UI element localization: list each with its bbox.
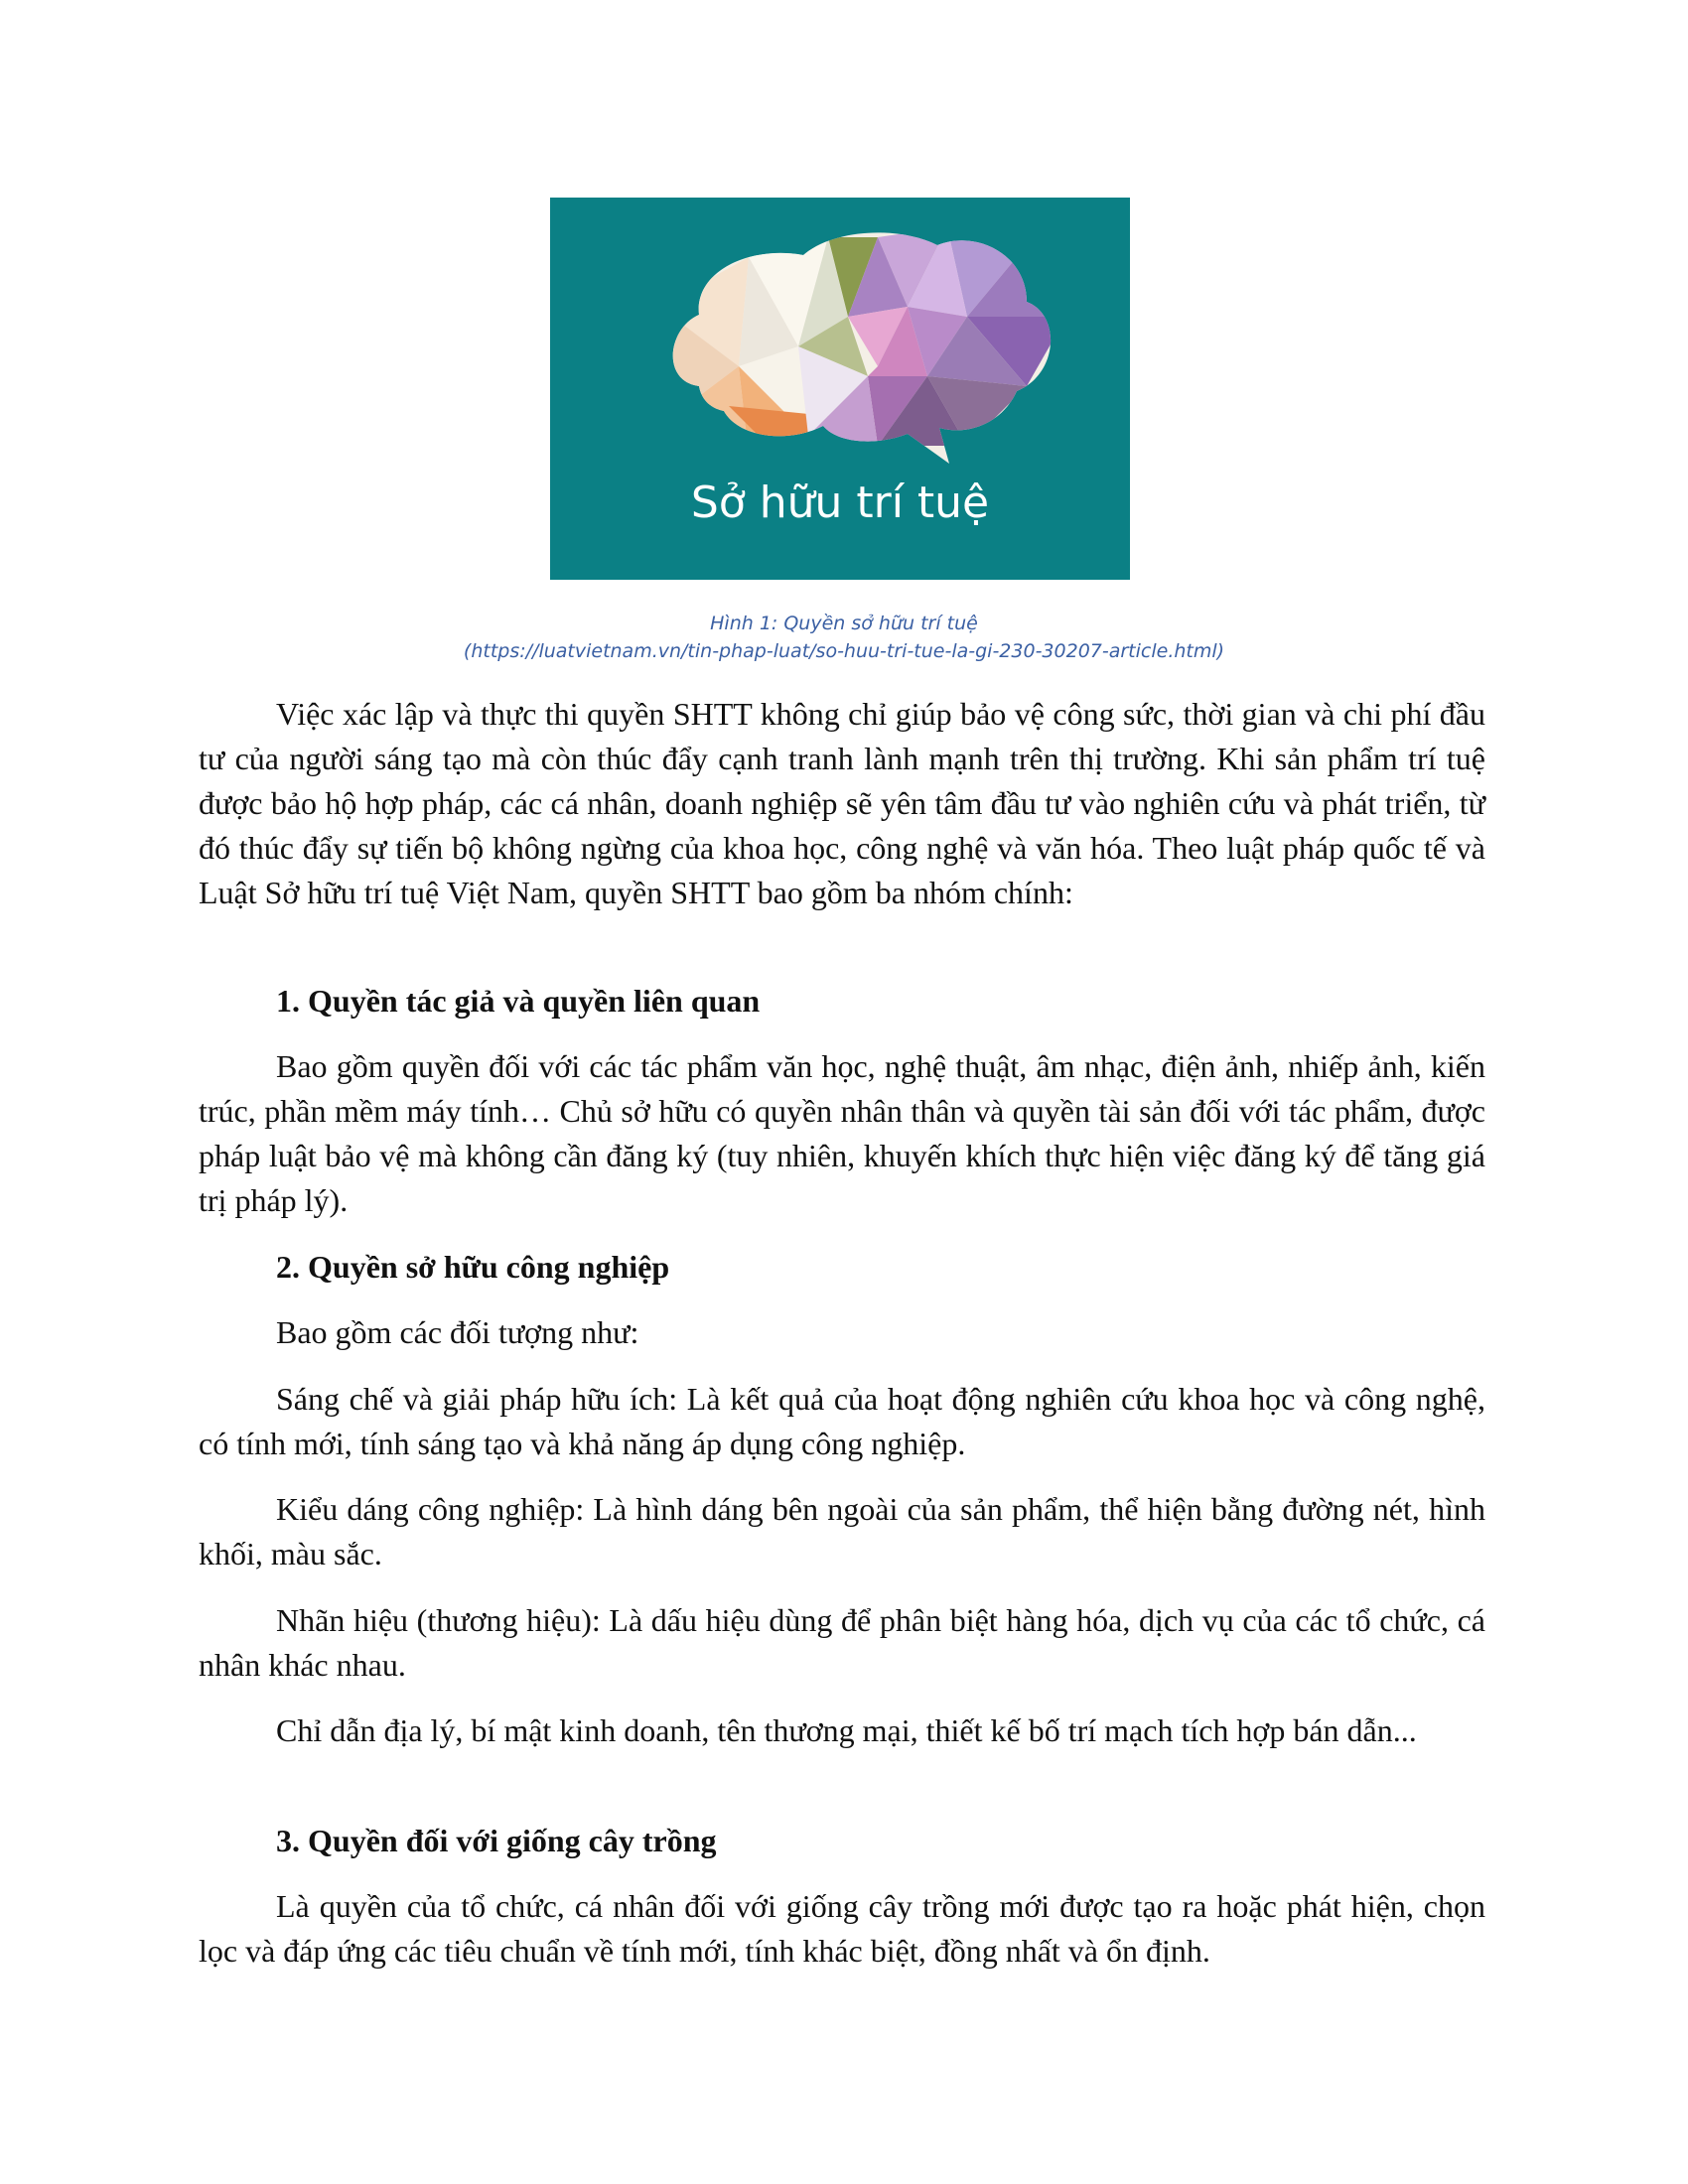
brain-icon	[649, 217, 1076, 476]
figure-title-text: Sở hữu trí tuệ	[690, 478, 990, 528]
section-1-heading: 1. Quyền tác giả và quyền liên quan	[276, 983, 761, 1019]
intro-paragraph: Việc xác lập và thực thi quyền SHTT không chỉ giúp bảo vệ công sức, thời gian và chi phí đầu tư của người sáng tạo mà còn thúc đẩy cạnh tranh lành mạnh trên thị trường. Khi sản phẩm trí tuệ được bảo hộ hợp pháp, các cá nhân, doanh nghiệp sẽ yên tâm đầu tư vào nghiên cứu và phát triển, từ đó thúc đẩy sự tiến bộ không ngừng của khoa học, công nghệ và văn hóa. Theo luật pháp quốc tế và Luật Sở hữu trí tuệ Việt Nam, quyền SHTT bao gồm ba nhóm chính:	[199, 696, 1485, 910]
section-1-paragraph: Bao gồm quyền đối với các tác phẩm văn học, nghệ thuật, âm nhạc, điện ảnh, nhiếp ảnh, kiến trúc, phần mềm máy tính… Chủ sở hữu có quyền nhân thân và quyền tài sản đối với tác phẩm, được pháp luật bảo vệ mà không cần đăng ký (tuy nhiên, khuyến khích thực hiện việc đăng ký để tăng giá trị pháp lý).	[199, 1048, 1485, 1218]
section-2-item-trademark: Nhãn hiệu (thương hiệu): Là dấu hiệu dùng để phân biệt hàng hóa, dịch vụ của các tổ chức, cá nhân khác nhau.	[199, 1602, 1485, 1683]
section-3-heading: 3. Quyền đối với giống cây trồng	[276, 1823, 717, 1858]
brain-illustration	[550, 198, 1130, 580]
section-2-item-patent: Sáng chế và giải pháp hữu ích: Là kết quả của hoạt động nghiên cứu khoa học và công nghệ, có tính mới, tính sáng tạo và khả năng áp dụng công nghiệp.	[199, 1381, 1485, 1461]
figure-caption: Hình 1: Quyền sở hữu trí tuệ	[710, 613, 978, 634]
section-3-paragraph: Là quyền của tổ chức, cá nhân đối với giống cây trồng mới được tạo ra hoặc phát hiện, chọn lọc và đáp ứng các tiêu chuẩn về tính mới, tính khác biệt, đồng nhất và ổn định.	[199, 1888, 1485, 1969]
section-2-intro: Bao gồm các đối tượng như:	[276, 1314, 639, 1350]
figure-source-link: (https://luatvietnam.vn/tin-phap-luat/so-huu-tri-tue-la-gi-230-30207-article.html)	[463, 640, 1225, 662]
section-2-item-design: Kiểu dáng công nghiệp: Là hình dáng bên ngoài của sản phẩm, thể hiện bằng đường nét, hình khối, màu sắc.	[199, 1491, 1485, 1571]
brain-figure	[550, 198, 1130, 580]
section-2-heading: 2. Quyền sở hữu công nghiệp	[276, 1249, 670, 1285]
section-2-item-other: Chỉ dẫn địa lý, bí mật kinh doanh, tên thương mại, thiết kế bố trí mạch tích hợp bán dẫn...	[276, 1712, 1417, 1748]
